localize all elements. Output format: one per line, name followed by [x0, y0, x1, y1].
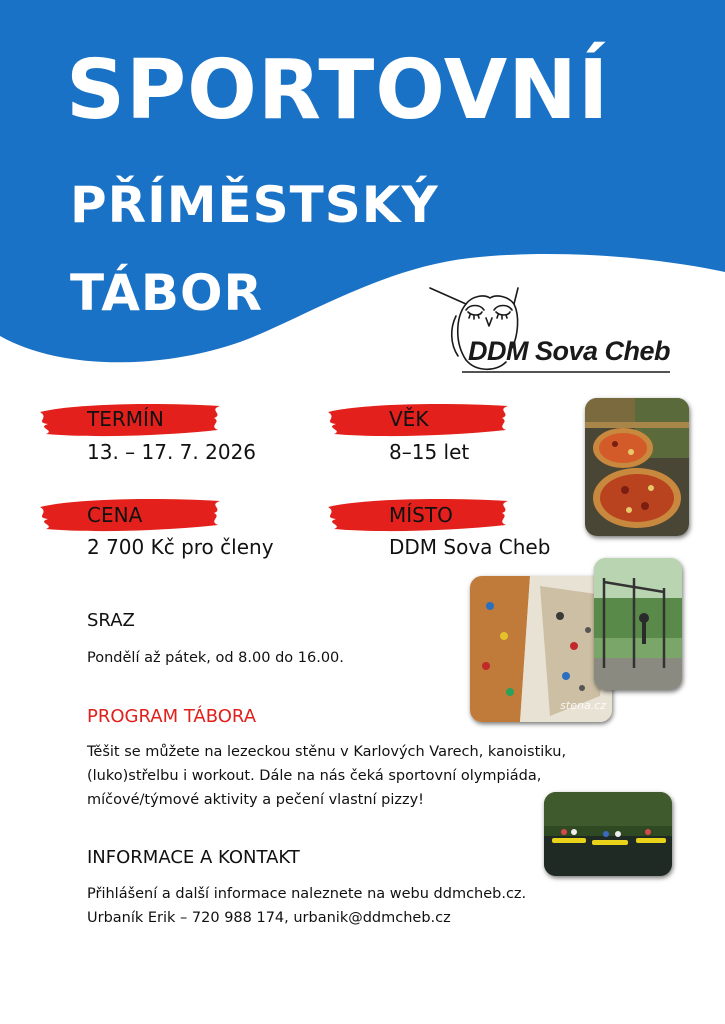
- photo-climbing-wall: [470, 576, 612, 722]
- program-text: [87, 740, 566, 812]
- sraz-text: Pondělí až pátek, od 8.00 do 16.00.: [87, 650, 344, 666]
- title-line-1: SPORTOVNÍ: [66, 43, 610, 138]
- title-line-2: PŘÍMĚSTSKÝ: [70, 176, 439, 234]
- program-heading: PROGRAM TÁBORA: [87, 706, 257, 727]
- termin-value: 13. – 17. 7. 2026: [87, 440, 257, 464]
- program-line-3: míčové/týmové aktivity a pečení vlastní pizzy!: [87, 792, 424, 808]
- ddm-sova-cheb-logo: [426, 282, 676, 377]
- program-line-2: (luko)střelbu i workout. Dále na nás čeká sportovní olympiáda,: [87, 768, 542, 784]
- photo-pizza: [585, 398, 689, 536]
- termin-label: TERMÍN: [87, 407, 164, 431]
- cena-label: CENA: [87, 503, 143, 527]
- contact-line-1: Přihlášení a další informace naleznete na webu ddmcheb.cz.: [87, 886, 527, 902]
- logo-text: DDM Sova Cheb: [468, 336, 671, 366]
- program-line-1: Těšit se můžete na lezeckou stěnu v Karlových Varech, kanoistiku,: [87, 744, 567, 760]
- misto-value: DDM Sova Cheb: [389, 535, 551, 559]
- cena-value: 2 700 Kč pro členy: [87, 535, 274, 559]
- sraz-heading: SRAZ: [87, 610, 135, 631]
- photo-workout: [594, 558, 682, 690]
- vek-label: VĚK: [389, 407, 429, 431]
- title-line-3: TÁBOR: [70, 264, 264, 322]
- climbing-watermark: stena.cz: [560, 699, 606, 712]
- vek-value: 8–15 let: [389, 440, 470, 464]
- misto-label: MÍSTO: [389, 503, 453, 527]
- contact-text: [87, 882, 526, 930]
- contact-heading: INFORMACE A KONTAKT: [87, 847, 300, 868]
- contact-line-2: Urbaník Erik – 720 988 174, urbanik@ddmcheb.cz: [87, 910, 451, 926]
